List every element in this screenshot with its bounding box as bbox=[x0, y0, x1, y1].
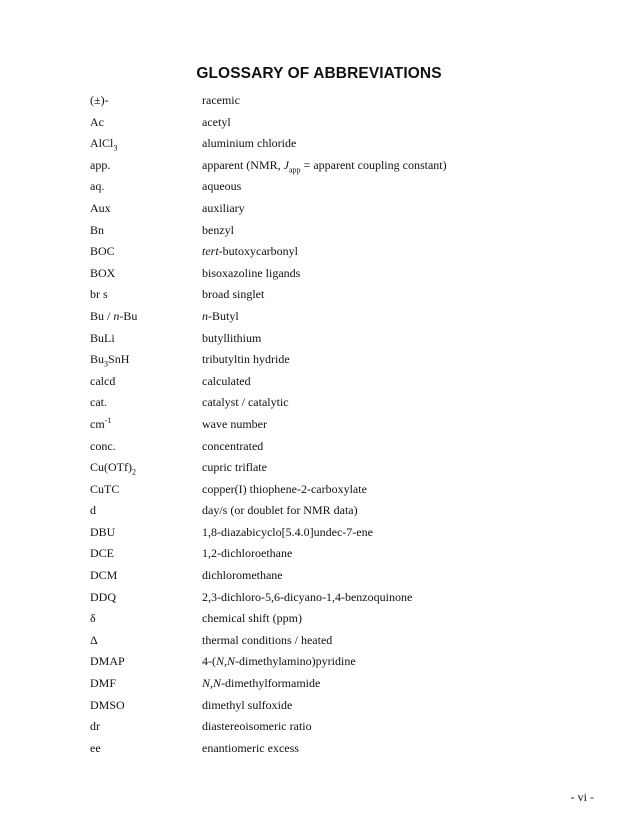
glossary-row bbox=[0, 695, 638, 717]
abbreviation: d bbox=[90, 503, 96, 518]
abbreviation: BOX bbox=[90, 265, 116, 280]
glossary-list bbox=[0, 90, 638, 759]
definition: wave number bbox=[202, 416, 267, 431]
glossary-row bbox=[0, 716, 638, 738]
definition: benzyl bbox=[202, 222, 234, 237]
definition: thermal conditions / heated bbox=[202, 632, 333, 647]
glossary-row bbox=[0, 112, 638, 134]
definition: aqueous bbox=[202, 179, 242, 194]
definition: N,N-dimethylformamide bbox=[202, 676, 321, 691]
abbreviation: DBU bbox=[90, 524, 116, 539]
definition: dichloromethane bbox=[202, 568, 283, 583]
definition: cupric triflate bbox=[202, 460, 267, 475]
glossary-row bbox=[0, 414, 638, 436]
glossary-row bbox=[0, 565, 638, 587]
definition: auxiliary bbox=[202, 200, 245, 215]
definition: tributyltin hydride bbox=[202, 352, 290, 367]
glossary-row bbox=[0, 371, 638, 393]
abbreviation: $Bu_3SnH$ bbox=[90, 352, 130, 369]
definition: acetyl bbox=[202, 114, 231, 129]
definition: tert-butoxycarbonyl bbox=[202, 244, 298, 259]
glossary-row bbox=[0, 630, 638, 652]
glossary-row bbox=[0, 392, 638, 414]
definition: 1,2-dichloroethane bbox=[202, 546, 293, 561]
abbreviation: Bn bbox=[90, 222, 105, 237]
definition: dimethyl sulfoxide bbox=[202, 697, 293, 712]
abbreviation: DCM bbox=[90, 568, 118, 583]
glossary-row bbox=[0, 587, 638, 609]
abbreviation: (±)- bbox=[90, 93, 109, 107]
definition: 2,3-dichloro-5,6-dicyano-1,4-benzoquinone bbox=[202, 589, 413, 604]
abbreviation: calcd bbox=[90, 373, 116, 388]
glossary-row bbox=[0, 155, 638, 177]
definition: 4-(N,N-dimethylamino)pyridine bbox=[202, 654, 356, 669]
definition: concentrated bbox=[202, 438, 264, 453]
abbreviation: BuLi bbox=[90, 330, 115, 345]
glossary-row bbox=[0, 241, 638, 263]
glossary-row bbox=[0, 479, 638, 501]
abbreviation: conc. bbox=[90, 438, 116, 453]
glossary-row bbox=[0, 738, 638, 760]
glossary-row bbox=[0, 349, 638, 371]
abbreviation: $Cu(OTf)_2$ bbox=[90, 460, 136, 477]
abbreviation: Bu / n-Bu bbox=[90, 308, 138, 323]
glossary-row bbox=[0, 436, 638, 458]
glossary-row bbox=[0, 198, 638, 220]
glossary-row bbox=[0, 651, 638, 673]
definition: n-Butyl bbox=[202, 308, 239, 323]
glossary-row bbox=[0, 90, 638, 112]
definition: butyllithium bbox=[202, 330, 262, 345]
glossary-row bbox=[0, 608, 638, 630]
definition: copper(I) thiophene-2-carboxylate bbox=[202, 481, 367, 496]
glossary-row bbox=[0, 176, 638, 198]
definition: day/s (or doublet for NMR data) bbox=[202, 503, 358, 518]
abbreviation: DMAP bbox=[90, 654, 125, 669]
glossary-row bbox=[0, 133, 638, 155]
definition: enantiomeric excess bbox=[202, 740, 299, 755]
glossary-row bbox=[0, 457, 638, 479]
abbreviation: DDQ bbox=[90, 589, 116, 604]
abbreviation: Aux bbox=[90, 200, 111, 215]
abbreviation: ee bbox=[90, 740, 101, 755]
abbreviation: cat. bbox=[90, 395, 107, 410]
definition: broad singlet bbox=[202, 287, 265, 302]
abbreviation: dr bbox=[90, 719, 100, 734]
glossary-row bbox=[0, 306, 638, 328]
definition: catalyst / catalytic bbox=[202, 395, 289, 410]
glossary-row bbox=[0, 673, 638, 695]
abbreviation: δ bbox=[90, 611, 96, 626]
abbreviation: DCE bbox=[90, 546, 114, 561]
abbreviation: CuTC bbox=[90, 481, 120, 496]
abbreviation: DMF bbox=[90, 676, 117, 691]
definition: 1,8-diazabicyclo[5.4.0]undec-7-ene bbox=[202, 524, 373, 539]
abbreviation: BOC bbox=[90, 244, 115, 259]
glossary-row bbox=[0, 500, 638, 522]
abbreviation: Ac bbox=[90, 114, 104, 129]
glossary-row bbox=[0, 284, 638, 306]
definition: diastereoisomeric ratio bbox=[202, 719, 312, 734]
glossary-row bbox=[0, 263, 638, 285]
definition: apparent (NMR, $J_{app}$ = apparent coupling constant) bbox=[202, 157, 447, 175]
abbreviation: $cm^{-1}$ bbox=[90, 415, 112, 431]
glossary-row bbox=[0, 522, 638, 544]
abbreviation: AlCl$_3$ bbox=[90, 136, 118, 153]
abbreviation: DMSO bbox=[90, 697, 125, 712]
definition: aluminium chloride bbox=[202, 136, 297, 151]
abbreviation: Δ bbox=[90, 632, 98, 647]
page-number: - vi - bbox=[570, 790, 594, 804]
abbreviation: app. bbox=[90, 157, 111, 172]
definition: chemical shift (ppm) bbox=[202, 611, 302, 626]
page-title: GLOSSARY OF ABBREVIATIONS bbox=[196, 65, 442, 82]
abbreviation: br s bbox=[90, 287, 108, 302]
definition: calculated bbox=[202, 373, 251, 388]
glossary-row bbox=[0, 328, 638, 350]
glossary-row bbox=[0, 220, 638, 242]
definition: bisoxazoline ligands bbox=[202, 265, 301, 280]
glossary-row bbox=[0, 543, 638, 565]
definition: racemic bbox=[202, 93, 240, 107]
abbreviation: aq. bbox=[90, 179, 105, 194]
